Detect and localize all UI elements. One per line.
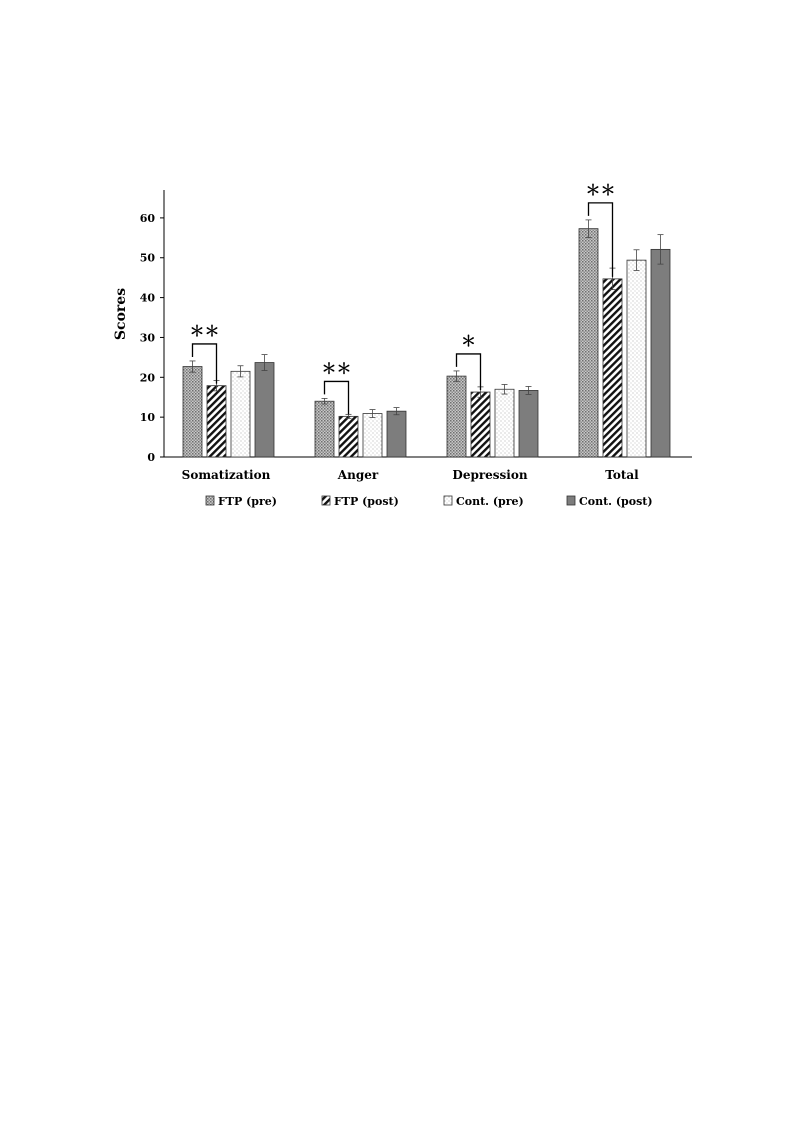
bar	[255, 363, 274, 457]
bar	[651, 249, 670, 457]
y-tick-label: 60	[139, 211, 155, 225]
x-category-label: Somatization	[181, 468, 271, 482]
y-tick-label: 50	[139, 251, 155, 265]
bar	[231, 371, 250, 457]
legend-swatch	[206, 496, 214, 505]
bar	[183, 367, 202, 457]
significance-label: ＊	[460, 331, 477, 350]
x-category-label: Depression	[452, 468, 528, 482]
bar	[339, 416, 358, 457]
x-category-label: Total	[605, 468, 639, 482]
y-tick-label: 40	[139, 291, 155, 305]
bar	[471, 392, 490, 457]
legend-label: Cont. (post)	[579, 495, 653, 508]
legend-label: FTP (pre)	[218, 495, 277, 508]
bar	[447, 376, 466, 457]
bar	[627, 260, 646, 457]
legend-label: FTP (post)	[334, 495, 399, 508]
bar	[603, 279, 622, 457]
significance-label: ＊＊	[189, 321, 220, 340]
y-axis-title: Scores	[113, 287, 129, 341]
significance-label: ＊＊	[321, 359, 352, 378]
y-tick-label: 0	[147, 451, 155, 464]
y-tick-label: 30	[139, 331, 155, 345]
bar	[207, 386, 226, 457]
chart-bars	[183, 229, 670, 457]
legend-swatch	[444, 496, 452, 505]
bar	[495, 389, 514, 457]
bar	[519, 390, 538, 457]
bar	[363, 414, 382, 457]
y-tick-label: 10	[139, 411, 155, 425]
legend-swatch	[322, 496, 330, 505]
bar	[315, 401, 334, 457]
bar	[579, 229, 598, 457]
bar	[387, 411, 406, 457]
chart-significance-markers	[189, 181, 615, 414]
legend-label: Cont. (pre)	[456, 495, 524, 508]
significance-label: ＊＊	[585, 180, 616, 199]
chart-legend	[206, 495, 653, 508]
y-tick-label: 20	[139, 371, 155, 385]
legend-swatch	[567, 496, 575, 505]
x-category-label: Anger	[337, 468, 379, 482]
